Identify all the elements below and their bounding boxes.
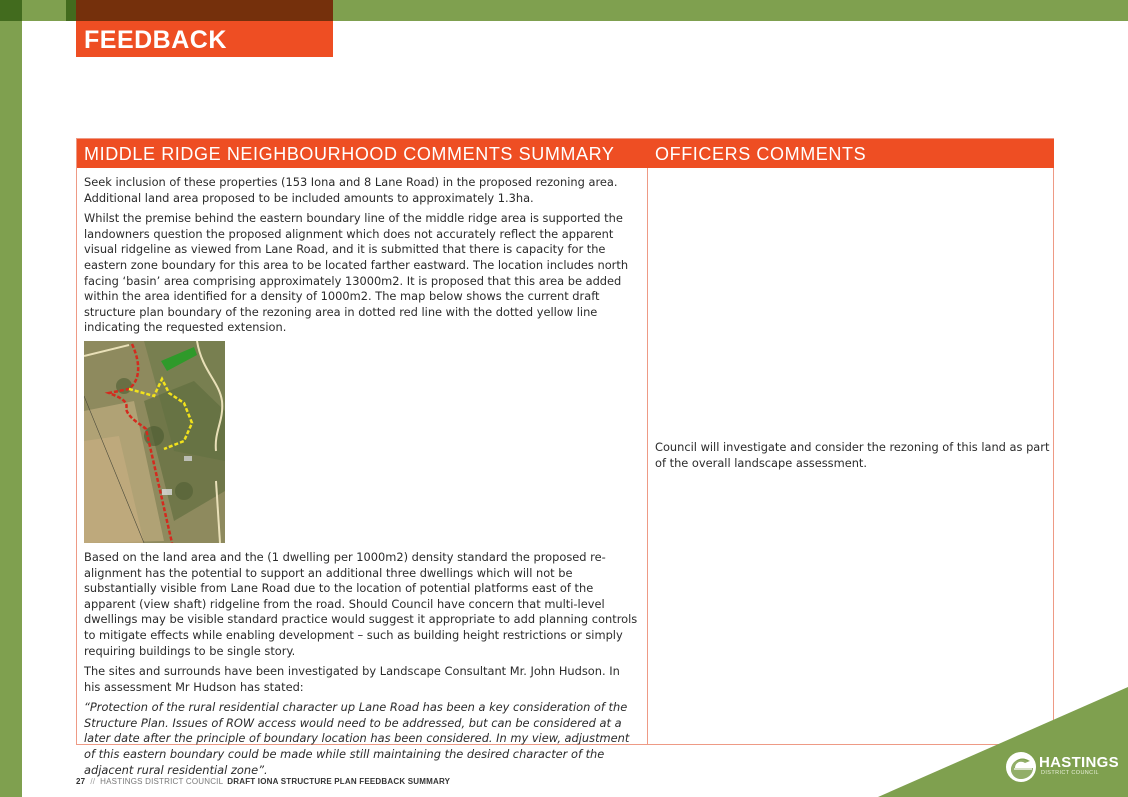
footer-organisation: HASTINGS DISTRICT COUNCIL [100, 777, 224, 786]
consultant-quote: “Protection of the rural residential character up Lane Road has been a key consideration of the Structure Plan. Issues of ROW access would need to be addressed, but can be considered at a later date after the principle of boundary location has been considered. In my view, adjustment of this eastern boundary could be made while still maintaining the desired character of the adjacent rural residential zone”. [84, 700, 630, 777]
officer-comment: Council will investigate and consider the rezoning of this land as part of the overall landscape assessment. [655, 440, 1050, 470]
logo-name: HASTINGS [1039, 754, 1119, 771]
page-number: 27 [76, 777, 86, 786]
neighbourhood-comments [84, 175, 639, 783]
aerial-map-graphic [84, 341, 225, 543]
comment-paragraph: Whilst the premise behind the eastern boundary line of the middle ridge area is supported the landowners question the proposed alignment which does not accurately reflect the apparent visual ridgeline as viewed from Lane Road, and it is submitted that there is capacity for the eastern zone boundary for this area to be located farther eastward. The location includes north facing ‘basin’ area comprising approximately 13000m2. It is proposed that this area be added within the area identified for a density of 1000m2. The map below shows the current draft structure plan boundary of the rezoning area in dotted red line with the dotted yellow line indicating the requested extension. [84, 211, 629, 335]
footer-separator: // [90, 777, 96, 786]
page-title: FEEDBACK SUMMARY [76, 21, 333, 57]
aerial-map-image [84, 341, 225, 543]
footer-document-title: DRAFT IONA STRUCTURE PLAN FEEDBACK SUMMARY [227, 777, 451, 786]
right-column-header: OFFICERS COMMENTS [647, 139, 1054, 168]
top-dark-block [66, 0, 76, 21]
left-green-strip [0, 0, 22, 797]
top-brown-block [76, 0, 333, 21]
comments-table [76, 138, 1054, 777]
comment-paragraph: Based on the land area and the (1 dwelling per 1000m2) density standard the proposed re-alignment has the potential to support an additional three dwellings which will not be substantially visible from Lane Road due to the location of potential platforms east of the apparent (view shaft) ridgeline from the road. Should Council have concern that multi-level dwellings may be visible standard practice would suggest it appropriate to add planning controls to mitigate effects while enabling development – such as building height restrictions or simply requiring buildings to be single story. [84, 549, 638, 658]
hastings-logo-icon [1005, 751, 1037, 783]
hastings-logo [1005, 751, 1120, 783]
comment-paragraph: Seek inclusion of these properties (153 Iona and 8 Lane Road) in the proposed rezoning area. Additional land area proposed to be included amounts to approximately 1.3ha. [84, 175, 618, 205]
page-footer [76, 777, 450, 786]
logo-subtitle: DISTRICT COUNCIL [1041, 770, 1099, 776]
top-dark-block [0, 0, 22, 21]
column-divider [647, 168, 648, 745]
comment-paragraph: The sites and surrounds have been investigated by Landscape Consultant Mr. John Hudson. In his assessment Mr Hudson has stated: [84, 664, 620, 694]
left-column-header: MIDDLE RIDGE NEIGHBOURHOOD COMMENTS SUMMARY [77, 139, 647, 168]
